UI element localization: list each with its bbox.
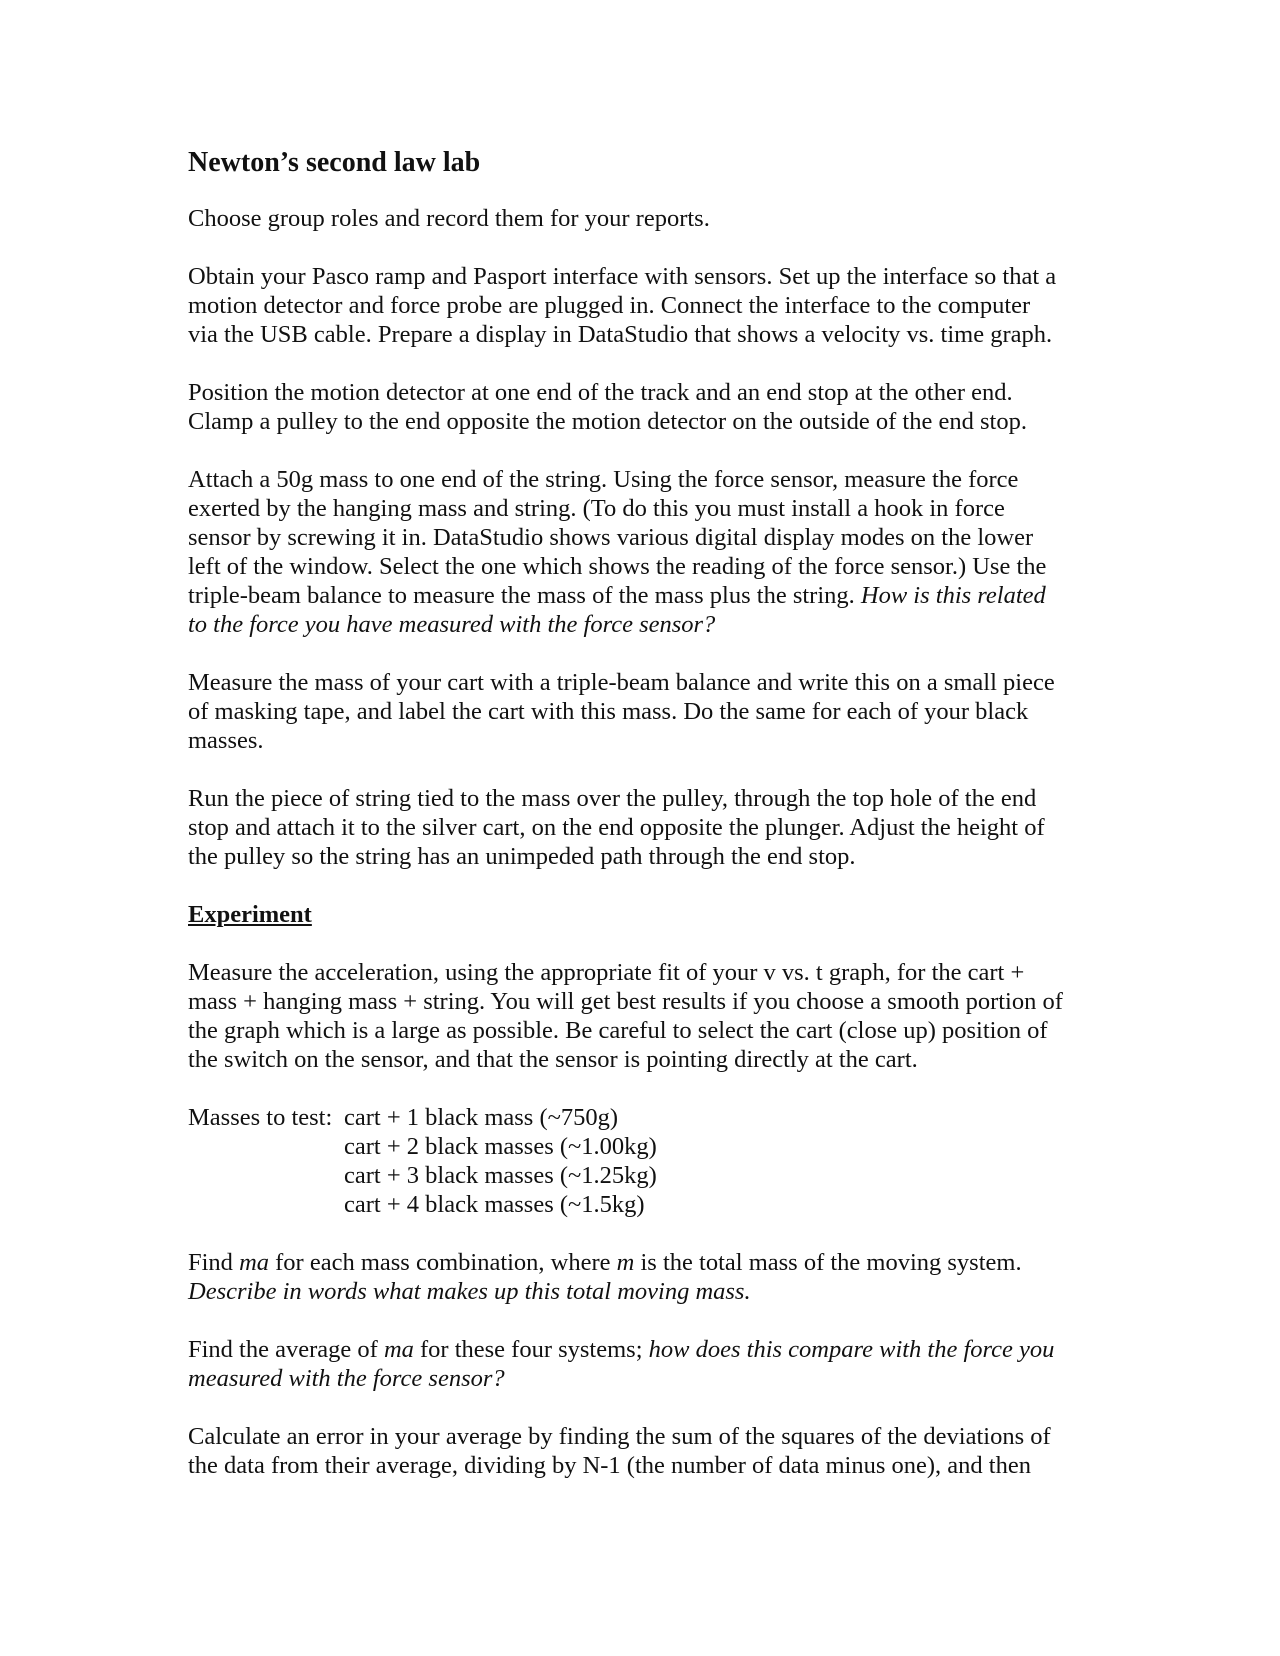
text-segment: triple-beam balance to measure the mass of the mass plus the string. [188, 582, 861, 609]
text-line: masses. [188, 727, 264, 754]
text-segment: is the total mass of the moving system. [634, 1249, 1022, 1276]
text-line: the data from their average, dividing by N-1 (the number of data minus one), and then [188, 1452, 1031, 1479]
text-line: Run the piece of string tied to the mass over the pulley, through the top hole of the end [188, 785, 1037, 812]
text-segment: Find [188, 1249, 240, 1276]
italic-question: How is this related [860, 582, 1046, 609]
text-segment: Find the average of [188, 1336, 384, 1363]
text-line: stop and attach it to the silver cart, on the end opposite the plunger. Adjust the height of [188, 814, 1045, 841]
paragraph-measure-cart [188, 668, 1188, 755]
text-line: Measure the acceleration, using the appropriate fit of your v vs. t graph, for the cart + [188, 959, 1025, 986]
text-line [188, 1335, 1188, 1364]
italic-question: how does this compare with the force you [648, 1336, 1055, 1363]
paragraph-setup-interface [188, 262, 1188, 349]
text-line: the graph which is a large as possible. Be careful to select the cart (close up) position of [188, 1017, 1048, 1044]
text-line: Obtain your Pasco ramp and Pasport interface with sensors. Set up the interface so that a [188, 263, 1057, 290]
italic-question: Describe in words what makes up this total moving mass. [188, 1278, 751, 1305]
paragraph-calculate-error [188, 1422, 1188, 1480]
text-line [188, 581, 1188, 610]
text-segment: for each mass combination, where [269, 1249, 617, 1276]
italic-term: ma [239, 1249, 270, 1276]
text-line [188, 1248, 1188, 1277]
text-line: Attach a 50g mass to one end of the string. Using the force sensor, measure the force [188, 466, 1019, 493]
text-line: Choose group roles and record them for your reports. [188, 205, 710, 232]
mass-item: cart + 3 black masses (~1.25kg) [344, 1162, 657, 1189]
italic-question: to the force you have measured with the force sensor? [188, 611, 716, 638]
paragraph-attach-mass [188, 465, 1188, 639]
text-line: sensor by screwing it in. DataStudio shows various digital display modes on the lower [188, 524, 1034, 551]
italic-term: ma [383, 1336, 414, 1363]
paragraph-group-roles [188, 204, 1188, 233]
document-page [188, 146, 1188, 1509]
text-line: the pulley so the string has an unimpeded path through the end stop. [188, 843, 856, 870]
italic-question: measured with the force sensor? [188, 1365, 505, 1392]
mass-item: cart + 4 black masses (~1.5kg) [344, 1191, 645, 1218]
text-line [188, 610, 1188, 639]
text-line [188, 1277, 1188, 1306]
section-heading-experiment: Experiment [188, 901, 312, 928]
text-line: mass + hanging mass + string. You will get best results if you choose a smooth portion of [188, 988, 1063, 1015]
masses-to-test-list [188, 1103, 1188, 1219]
text-line: of masking tape, and label the cart with this mass. Do the same for each of your black [188, 698, 1029, 725]
text-line: exerted by the hanging mass and string. (To do this you must install a hook in force [188, 495, 1005, 522]
paragraph-find-ma [188, 1248, 1188, 1306]
page-title: Newton’s second law lab [188, 147, 481, 178]
text-segment: for these four systems; [413, 1336, 649, 1363]
paragraph-position-detector [188, 378, 1188, 436]
paragraph-measure-acceleration [188, 958, 1188, 1074]
text-line: the switch on the sensor, and that the sensor is pointing directly at the cart. [188, 1046, 918, 1073]
paragraph-run-string [188, 784, 1188, 871]
text-line: Clamp a pulley to the end opposite the motion detector on the outside of the end stop. [188, 408, 1027, 435]
italic-term: m [616, 1249, 635, 1276]
text-line [188, 1364, 1188, 1393]
mass-item: cart + 2 black masses (~1.00kg) [344, 1133, 657, 1160]
paragraph-find-average [188, 1335, 1188, 1393]
text-line: via the USB cable. Prepare a display in DataStudio that shows a velocity vs. time graph. [188, 321, 1053, 348]
text-line: motion detector and force probe are plugged in. Connect the interface to the computer [188, 292, 1031, 319]
text-line: Position the motion detector at one end of the track and an end stop at the other end. [188, 379, 1013, 406]
mass-item: cart + 1 black mass (~750g) [344, 1104, 619, 1131]
text-line: Measure the mass of your cart with a triple-beam balance and write this on a small piece [188, 669, 1055, 696]
text-line: Calculate an error in your average by finding the sum of the squares of the deviations of [188, 1423, 1051, 1450]
text-line: left of the window. Select the one which shows the reading of the force sensor.) Use the [188, 553, 1047, 580]
masses-label: Masses to test: [188, 1104, 333, 1131]
